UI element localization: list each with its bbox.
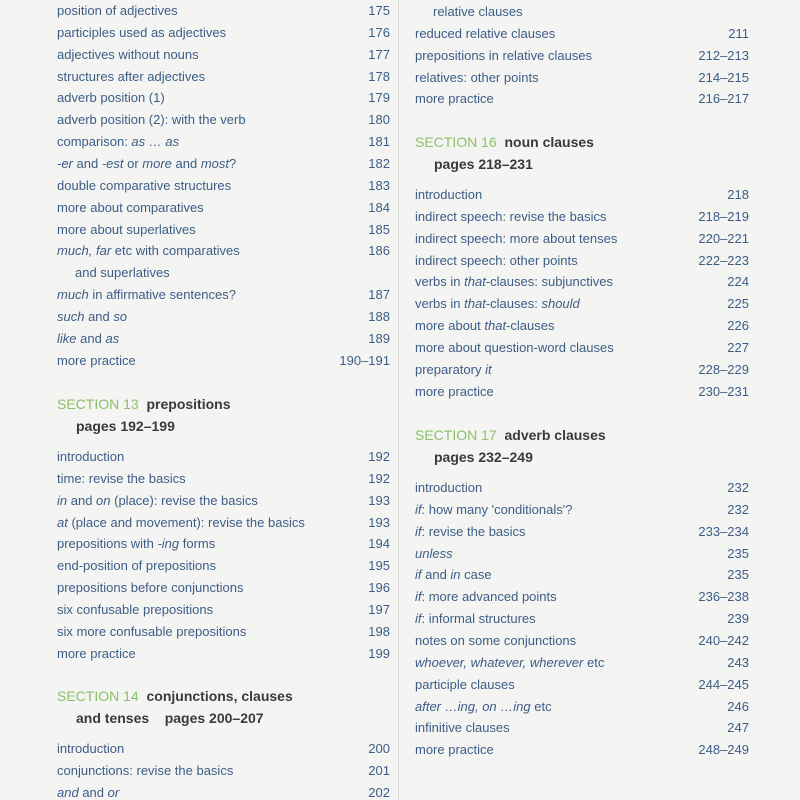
entry-label-part: and <box>57 784 79 800</box>
entry-label-part: introduction <box>415 480 483 495</box>
entry-label-part: as <box>105 330 120 346</box>
entry-label-part: etc <box>583 654 605 670</box>
entry-label <box>57 331 119 346</box>
entry-label <box>415 70 539 85</box>
entry-label-part: in <box>450 567 461 583</box>
entry-label <box>57 580 243 595</box>
entry-label-part: and <box>171 155 201 171</box>
entry-page-number: 199 <box>368 645 390 661</box>
entry-page-number: 193 <box>368 492 390 508</box>
entry-label-part: double comparative structures <box>57 177 232 193</box>
entry-label <box>57 25 226 40</box>
entry-label-part: introduction <box>57 449 125 464</box>
entry-label-part: adjectives without nouns <box>57 46 199 62</box>
entry-label-part: unless <box>415 545 453 561</box>
entry-label <box>415 253 578 268</box>
entry-label-part: adverb position (1) <box>57 90 165 106</box>
entry-page-number: 218 <box>727 187 749 202</box>
section-label: SECTION 14 <box>57 688 139 704</box>
entry-label-part: much <box>57 287 89 303</box>
entry-page-number: 247 <box>727 720 749 736</box>
entry-label-part: or <box>107 784 120 800</box>
entry-label-part: adverb position (2): with the verb <box>57 112 246 128</box>
entry-label <box>57 449 124 464</box>
entry-label <box>415 742 494 757</box>
entry-label-part: case <box>460 567 492 583</box>
entry-label-part: indirect speech: revise the basics <box>415 208 607 224</box>
entry-label-part: if <box>415 589 422 605</box>
entry-label <box>415 362 492 377</box>
entry-label <box>57 602 213 617</box>
entry-page-number: 197 <box>368 601 390 617</box>
entry-label-part: more practice <box>415 91 494 107</box>
entry-label-part: -clauses <box>506 318 555 334</box>
entry-label-part: notes on some conjunctions <box>415 632 577 648</box>
section-17-pages: pages 232–249 <box>434 449 533 465</box>
section-17-heading <box>415 427 606 443</box>
entry-label-part: and <box>84 308 114 324</box>
entry-page-number: 181 <box>368 134 390 150</box>
entry-label-part: that <box>484 318 507 334</box>
entry-page-number: 228–229 <box>698 361 749 377</box>
entry-label-part: prepositions in relative clauses <box>415 47 593 63</box>
entry-label <box>415 633 576 648</box>
entry-page-number: 186 <box>368 243 390 259</box>
entry-label <box>75 265 170 280</box>
entry-page-number: 224 <box>727 274 749 290</box>
entry-page-number: 175 <box>368 3 390 18</box>
entry-label-part: forms <box>179 536 216 552</box>
entry-label <box>415 340 614 355</box>
entry-label <box>57 741 124 756</box>
entry-label-part: verbs in <box>415 296 465 312</box>
entry-label-part: and <box>76 330 106 346</box>
entry-page-number: 246 <box>727 698 749 714</box>
entry-label <box>57 309 127 324</box>
section-label: SECTION 13 <box>57 396 139 412</box>
entry-label <box>415 231 617 246</box>
entry-label <box>415 611 536 626</box>
entry-label <box>57 90 165 105</box>
entry-label <box>57 646 136 661</box>
entry-label-part: introduction <box>415 187 483 202</box>
entry-label <box>57 156 236 171</box>
entry-label-part: and <box>67 492 97 508</box>
entry-label-part: (place): revise the basics <box>110 492 258 508</box>
entry-label-part: much, far <box>57 243 112 259</box>
entry-page-number: 179 <box>368 90 390 106</box>
entry-page-number: 233–234 <box>698 523 749 539</box>
entry-page-number: 201 <box>368 762 390 778</box>
entry-label <box>415 546 453 561</box>
entry-label-part: infinitive clauses <box>415 720 510 736</box>
entry-label-part: more practice <box>415 383 494 399</box>
entry-page-number: 184 <box>368 199 390 215</box>
entry-label-part: : revise the basics <box>421 523 526 539</box>
entry-label-part: verbs in <box>415 274 465 290</box>
entry-label <box>415 699 552 714</box>
entry-page-number: 227 <box>727 339 749 355</box>
entry-page-number: 239 <box>727 611 749 627</box>
entry-label-part: participles used as adjectives <box>57 24 227 40</box>
entry-label <box>433 4 523 19</box>
entry-label-part: reduced relative clauses <box>415 25 556 41</box>
entry-label <box>415 524 526 539</box>
section-label: SECTION 16 <box>415 134 497 150</box>
entry-page-number: 177 <box>368 46 390 62</box>
entry-page-number: 212–213 <box>698 47 749 63</box>
entry-label <box>57 515 305 530</box>
entry-label-part: conjunctions: revise the basics <box>57 762 234 778</box>
entry-label-part: more practice <box>57 645 136 661</box>
entry-label-part: more about <box>415 318 485 334</box>
entry-page-number: 222–223 <box>698 252 749 268</box>
entry-label <box>57 624 246 639</box>
entry-label <box>415 480 482 495</box>
entry-label <box>415 720 510 735</box>
entry-label <box>415 187 482 202</box>
entry-label-part: more about comparatives <box>57 199 204 215</box>
entry-label-part: etc with comparatives <box>111 243 240 259</box>
entry-label-part: so <box>113 308 128 324</box>
entry-label-part: as … as <box>131 134 180 150</box>
entry-label-part: -clauses: <box>485 296 542 312</box>
section-16-pages: pages 218–231 <box>434 156 533 172</box>
entry-label-part: more <box>142 155 172 171</box>
entry-page-number: 176 <box>368 24 390 40</box>
entry-label <box>57 200 204 215</box>
entry-label-part: six confusable prepositions <box>57 601 214 617</box>
entry-label-part: introduction <box>57 741 125 756</box>
entry-page-number: 202 <box>368 784 390 800</box>
entry-label <box>57 353 136 368</box>
entry-label <box>57 112 246 127</box>
section-title-cont: and tenses <box>76 710 150 726</box>
entry-label-part: prepositions with <box>57 536 158 552</box>
entry-label-part: indirect speech: other points <box>415 252 578 268</box>
entry-page-number: 192 <box>368 470 390 486</box>
entry-label-part: should <box>541 296 580 312</box>
entry-label-part: and <box>421 567 451 583</box>
entry-page-number: 195 <box>368 558 390 574</box>
entry-label <box>57 69 205 84</box>
entry-label-part: preparatory <box>415 361 486 377</box>
entry-page-number: 225 <box>727 296 749 312</box>
entry-page-number: 216–217 <box>698 91 749 107</box>
entry-label-part: like <box>57 330 77 346</box>
section-label: SECTION 17 <box>415 427 497 443</box>
section-16-heading <box>415 134 594 150</box>
entry-label-part: : how many 'conditionals'? <box>421 501 573 517</box>
entry-label <box>57 536 215 551</box>
entry-label-part: at <box>57 514 68 530</box>
entry-label-part: or <box>123 155 143 171</box>
entry-label <box>415 589 557 604</box>
entry-label-part: if <box>415 501 422 517</box>
entry-page-number: 196 <box>368 580 390 596</box>
entry-page-number: 185 <box>368 221 390 237</box>
entry-page-number: 235 <box>727 567 749 583</box>
entry-label <box>415 655 604 670</box>
entry-label <box>415 567 492 582</box>
entry-page-number: 230–231 <box>698 383 749 399</box>
entry-page-number: 211 <box>728 25 749 41</box>
entry-label-part: and superlatives <box>75 265 170 281</box>
entry-label-part: prepositions before conjunctions <box>57 580 244 596</box>
entry-label-part: end-position of prepositions <box>57 558 216 574</box>
entry-page-number: 220–221 <box>698 230 749 246</box>
section-title: conjunctions, clauses <box>146 688 293 704</box>
entry-page-number: 192 <box>368 449 390 464</box>
entry-label-part: if <box>415 611 422 627</box>
entry-label-part: comparison: <box>57 134 132 150</box>
entry-label-part: : informal structures <box>421 611 536 627</box>
entry-label-part: -ing <box>157 536 180 552</box>
entry-label <box>415 318 554 333</box>
entry-page-number: 188 <box>368 308 390 324</box>
entry-page-number: 235 <box>727 545 749 561</box>
entry-page-number: 226 <box>727 318 749 334</box>
entry-label-part: relative clauses <box>433 4 523 19</box>
entry-page-number: 187 <box>368 287 390 303</box>
entry-label-part: (place and movement): revise the basics <box>67 514 305 530</box>
entry-label-part: : more advanced points <box>421 589 557 605</box>
entry-page-number: 190–191 <box>339 352 390 368</box>
section-13-pages: pages 192–199 <box>76 418 175 434</box>
entry-page-number: 200 <box>368 741 390 756</box>
entry-label <box>57 763 233 778</box>
entry-page-number: 194 <box>368 536 390 552</box>
entry-label-part: -est <box>101 155 124 171</box>
entry-label-part: most <box>200 155 229 171</box>
entry-label-part: if <box>415 523 422 539</box>
entry-label-part: ? <box>229 155 237 171</box>
entry-page-number: 248–249 <box>698 742 749 758</box>
entry-label-part: and <box>78 784 108 800</box>
entry-label-part: that <box>464 274 486 290</box>
entry-page-number: 180 <box>368 112 390 128</box>
entry-page-number: 243 <box>727 654 749 670</box>
entry-label-part: etc <box>530 698 552 714</box>
entry-label <box>415 209 606 224</box>
section-14-title-cont <box>76 710 264 726</box>
entry-label-part: -er <box>57 155 73 171</box>
entry-label-part: after …ing, on …ing <box>415 698 531 714</box>
entry-label <box>57 178 231 193</box>
entry-label-part: it <box>485 361 492 377</box>
entry-label <box>415 502 572 517</box>
entry-label-part: on <box>96 492 111 508</box>
entry-label-part: more about superlatives <box>57 221 196 237</box>
entry-page-number: 198 <box>368 623 390 639</box>
entry-page-number: 218–219 <box>698 208 749 224</box>
entry-label-part: time: revise the basics <box>57 470 186 486</box>
entry-label <box>57 134 179 149</box>
section-pages: pages 200–207 <box>164 710 264 726</box>
entry-label <box>415 384 494 399</box>
entry-label <box>57 785 119 800</box>
entry-label <box>57 222 196 237</box>
entry-page-number: 214–215 <box>698 69 749 85</box>
entry-label-part: -clauses: subjunctives <box>485 274 613 290</box>
column-divider <box>398 0 399 800</box>
entry-label-part: that <box>464 296 486 312</box>
entry-page-number: 244–245 <box>698 676 749 692</box>
entry-label <box>57 47 199 62</box>
entry-label-part: such <box>57 308 85 324</box>
entry-label-part: six more confusable prepositions <box>57 623 247 639</box>
entry-page-number: 193 <box>368 514 390 530</box>
entry-label-part: structures after adjectives <box>57 68 206 84</box>
entry-label <box>415 91 494 106</box>
entry-label <box>57 558 216 573</box>
entry-label-part: whoever, whatever, wherever <box>415 654 584 670</box>
entry-label <box>415 274 613 289</box>
entry-label-part: more practice <box>415 742 494 758</box>
section-14-heading <box>57 688 293 704</box>
entry-page-number: 232 <box>727 480 749 495</box>
entry-label <box>415 677 515 692</box>
section-13-heading <box>57 396 231 412</box>
entry-label <box>57 3 178 18</box>
entry-page-number: 182 <box>368 155 390 171</box>
entry-label-part: in <box>57 492 68 508</box>
entry-page-number: 240–242 <box>698 632 749 648</box>
entry-label <box>415 296 580 311</box>
entry-label-part: in affirmative sentences? <box>88 287 236 303</box>
entry-label <box>415 48 592 63</box>
entry-page-number: 189 <box>368 330 390 346</box>
entry-label-part: position of adjectives <box>57 3 178 18</box>
entry-page-number: 178 <box>368 68 390 84</box>
entry-label <box>57 243 240 258</box>
entry-label-part: relatives: other points <box>415 69 539 85</box>
entry-label-part: indirect speech: more about tenses <box>415 230 618 246</box>
entry-label <box>57 471 186 486</box>
entry-label-part: participle clauses <box>415 676 515 692</box>
entry-label-part: and <box>72 155 102 171</box>
entry-page-number: 236–238 <box>698 589 749 605</box>
section-title: prepositions <box>146 396 231 412</box>
entry-label-part: more about question-word clauses <box>415 339 614 355</box>
entry-page-number: 183 <box>368 177 390 193</box>
entry-page-number: 232 <box>727 501 749 517</box>
section-title: adverb clauses <box>504 427 606 443</box>
section-title: noun clauses <box>504 134 594 150</box>
entry-label-part: if <box>415 567 422 583</box>
entry-label <box>57 287 236 302</box>
entry-label <box>57 493 258 508</box>
entry-label <box>415 26 555 41</box>
entry-label-part: more practice <box>57 352 136 368</box>
